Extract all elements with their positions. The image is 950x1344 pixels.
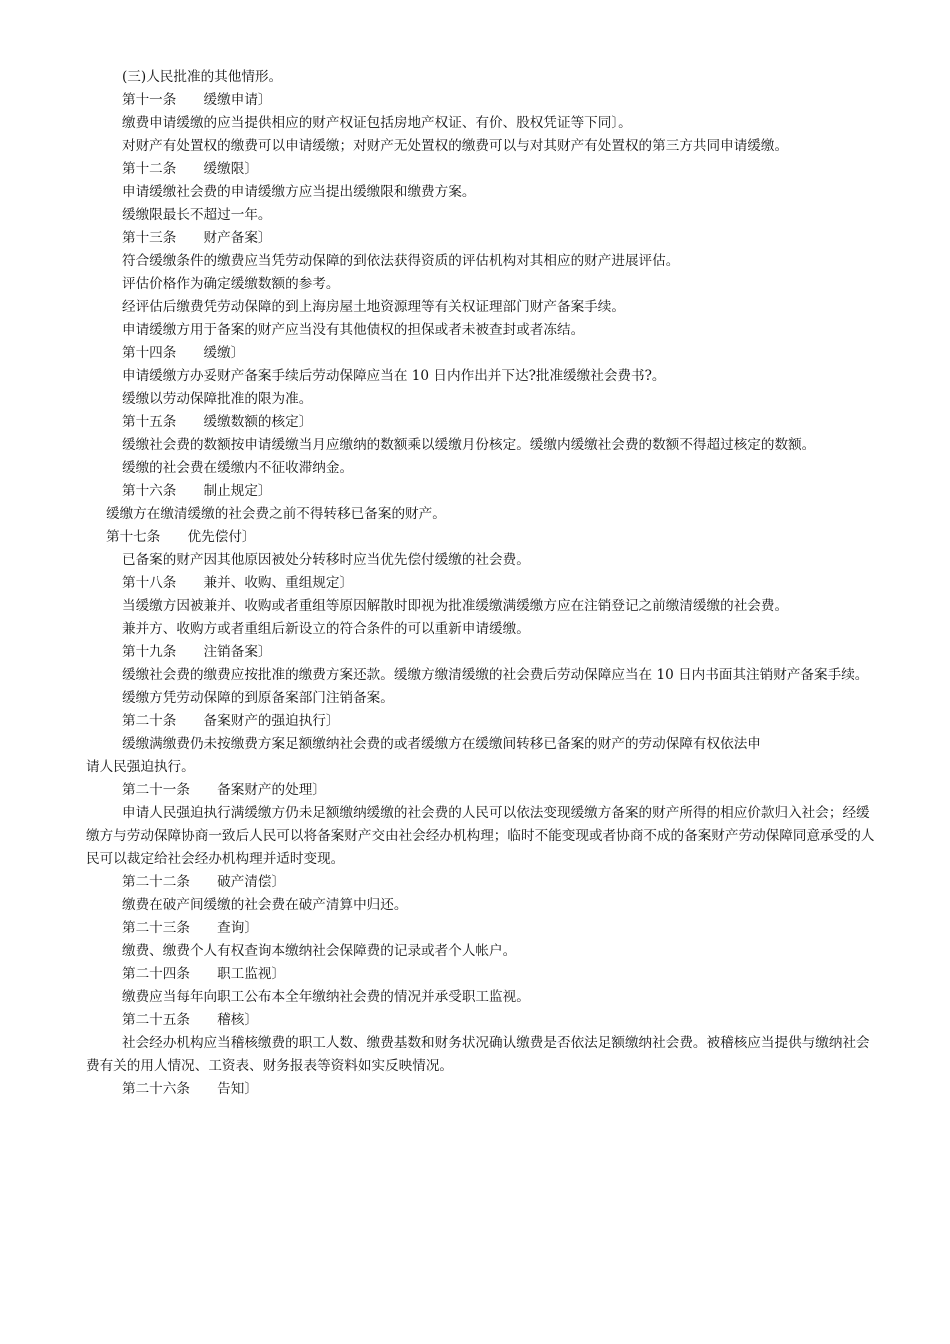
text-line: 缓缴限最长不超过一年。 bbox=[122, 207, 272, 223]
article-heading: 第二十四条 职工监视〕 bbox=[122, 966, 286, 982]
article-heading: 第十九条 注销备案〕 bbox=[122, 644, 272, 660]
text-paragraph: 社会经办机构应当稽核缴费的职工人数、缴费基数和财务状况确认缴费是否依法足额缴纳社会费。被稽核应当提供与缴纳社会费有关的用人情况、工资表、财务报表等资料如实反映情况。 bbox=[86, 1035, 870, 1074]
text-line: 对财产有处置权的缴费可以申请缓缴；对财产无处置权的缴费可以与对其财产有处置权的第三方共同申请缓缴。 bbox=[122, 138, 789, 154]
text-line: 缴费、缴费个人有权查询本缴纳社会保障费的记录或者个人帐户。 bbox=[122, 943, 517, 959]
text-line: 缓缴方凭劳动保障的到原备案部门注销备案。 bbox=[122, 690, 394, 706]
article-heading: 第二十五条 稽核〕 bbox=[122, 1012, 258, 1028]
article-heading: 第二十条 备案财产的强迫执行〕 bbox=[122, 713, 340, 729]
text-line: 经评估后缴费凭劳动保障的到上海房屋土地资源理等有关权证理部门财产备案手续。 bbox=[122, 299, 625, 315]
article-heading: 第十一条 缓缴申请〕 bbox=[122, 92, 272, 108]
text-line: 缴费申请缓缴的应当提供相应的财产权证包括房地产权证、有价、股权凭证等下同〕。 bbox=[122, 115, 632, 131]
article-heading: 第十五条 缓缴数额的核定〕 bbox=[122, 414, 313, 430]
text-line: 符合缓缴条件的缴费应当凭劳动保障的到依法获得资质的评估机构对其相应的财产进展评估。 bbox=[122, 253, 680, 269]
article-heading: 第二十三条 查询〕 bbox=[122, 920, 258, 936]
text-line: 缓缴的社会费在缓缴内不征收滞纳金。 bbox=[122, 460, 354, 476]
text-line: (三)人民批准的其他情形。 bbox=[122, 69, 283, 85]
article-heading: 第二十二条 破产清偿〕 bbox=[122, 874, 286, 890]
text-paragraph: 申请人民强迫执行满缓缴方仍未足额缴纳缓缴的社会费的人民可以依法变现缓缴方备案的财产所得的相应价款归入社会；经缓缴方与劳动保障协商一致后人民可以将备案财产交由社会经办机构理；临时不能变现或者协商不成的备案财产劳动保障同意承受的人民可以裁定给社会经办机构理并适时变现。 bbox=[86, 805, 875, 867]
article-heading: 第十六条 制止规定〕 bbox=[122, 483, 272, 499]
text-line: 缓缴以劳动保障批准的限为准。 bbox=[122, 391, 313, 407]
article-heading: 第二十六条 告知〕 bbox=[122, 1081, 258, 1097]
text-line: 缓缴满缴费仍未按缴费方案足额缴纳社会费的或者缓缴方在缓缴间转移已备案的财产的劳动保障有权依法申 bbox=[122, 736, 761, 752]
text-line: 申请缓缴方用于备案的财产应当没有其他债权的担保或者未被查封或者冻结。 bbox=[122, 322, 585, 338]
text-line: 已备案的财产因其他原因被处分转移时应当优先偿付缓缴的社会费。 bbox=[122, 552, 530, 568]
document-body bbox=[86, 66, 880, 1101]
text-line: 当缓缴方因被兼并、收购或者重组等原因解散时即视为批准缓缴满缓缴方应在注销登记之前缴清缓缴的社会费。 bbox=[122, 598, 789, 614]
text-line: 申请缓缴方办妥财产备案手续后劳动保障应当在 10 日内作出并下达?批准缓缴社会费书?。 bbox=[122, 368, 666, 384]
text-paragraph: 缓缴社会费的缴费应按批准的缴费方案还款。缓缴方缴清缓缴的社会费后劳动保障应当在 10 日内书面其注销财产备案手续。 bbox=[122, 667, 869, 683]
text-line: 缴费应当每年向职工公布本全年缴纳社会费的情况并承受职工监视。 bbox=[122, 989, 530, 1005]
text-line: 请人民强迫执行。 bbox=[86, 759, 195, 775]
article-heading: 第十三条 财产备案〕 bbox=[122, 230, 272, 246]
article-heading: 第二十一条 备案财产的处理〕 bbox=[122, 782, 326, 798]
text-line: 缓缴方在缴清缓缴的社会费之前不得转移已备案的财产。 bbox=[106, 506, 446, 522]
text-line: 缴费在破产间缓缴的社会费在破产清算中归还。 bbox=[122, 897, 408, 913]
text-line: 申请缓缴社会费的申请缓缴方应当提出缓缴限和缴费方案。 bbox=[122, 184, 476, 200]
article-heading: 第十四条 缓缴〕 bbox=[122, 345, 245, 361]
text-line: 评估价格作为确定缓缴数额的参考。 bbox=[122, 276, 340, 292]
text-line: 缓缴社会费的数额按申请缓缴当月应缴纳的数额乘以缓缴月份核定。缓缴内缓缴社会费的数额不得超过核定的数额。 bbox=[122, 437, 816, 453]
article-heading: 第十二条 缓缴限〕 bbox=[122, 161, 258, 177]
text-line: 兼并方、收购方或者重组后新设立的符合条件的可以重新申请缓缴。 bbox=[122, 621, 530, 637]
article-heading: 第十七条 优先偿付〕 bbox=[106, 529, 256, 545]
article-heading: 第十八条 兼并、收购、重组规定〕 bbox=[122, 575, 354, 591]
